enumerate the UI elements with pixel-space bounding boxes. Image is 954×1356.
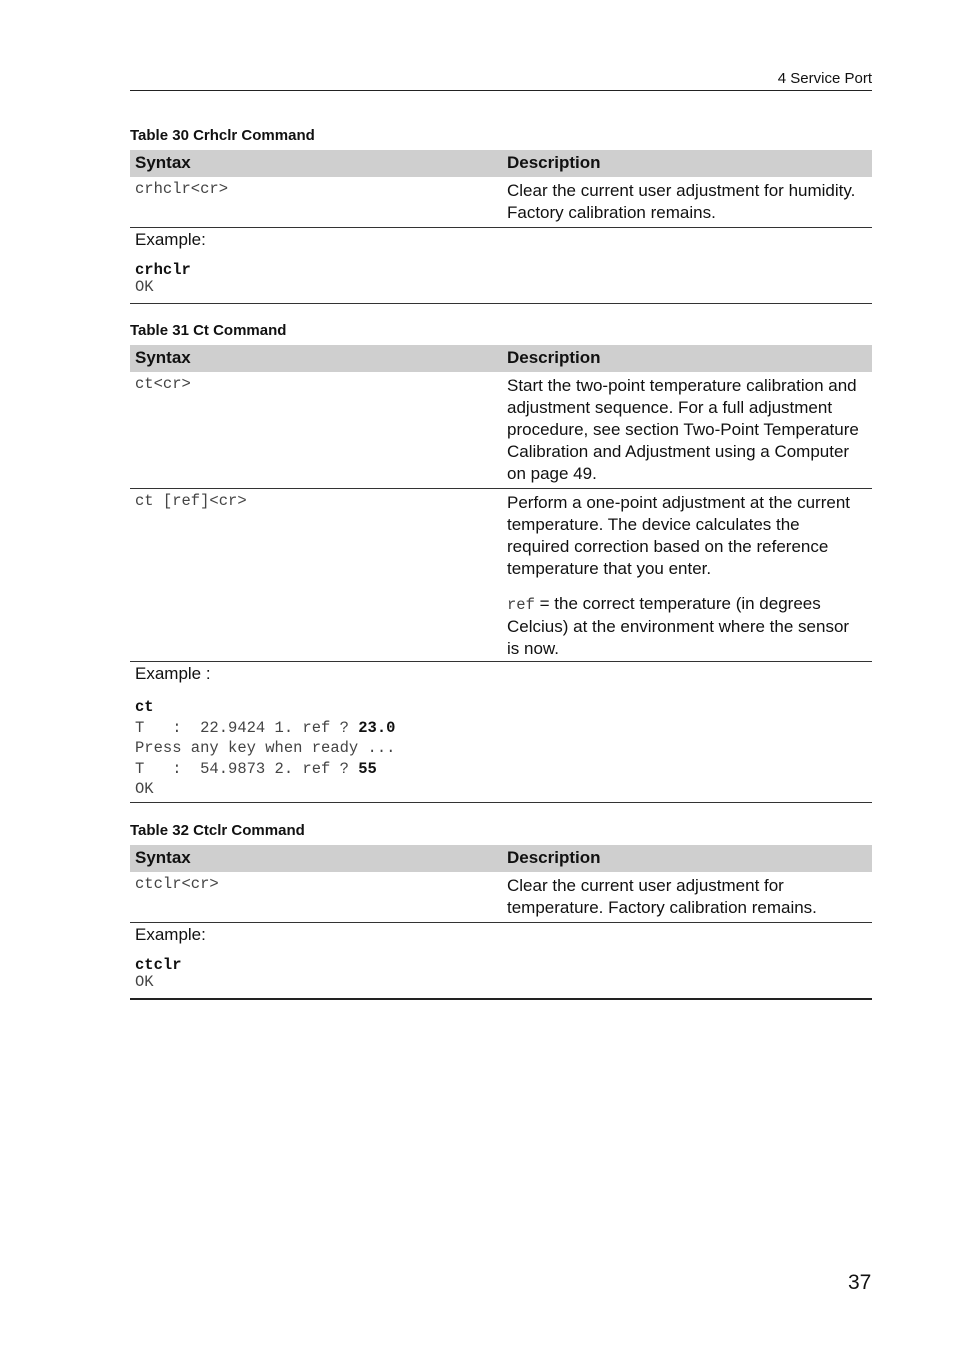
syntax-cell: crhclr<cr> (135, 180, 229, 198)
table-row (130, 872, 872, 923)
parameter-paragraph (507, 593, 862, 660)
table-30 (130, 150, 872, 304)
code-command: crhclr (135, 261, 191, 279)
table-header-row (130, 345, 872, 372)
page-header (130, 68, 872, 91)
code-command: ct (135, 698, 154, 716)
code-response: OK (135, 278, 154, 296)
table-row (130, 489, 872, 662)
table-header-row (130, 845, 872, 872)
section-title: 4 Service Port (777, 70, 872, 87)
code-input: 23.0 (358, 718, 396, 737)
example-row (130, 228, 872, 304)
example-label: Example: (135, 230, 206, 249)
code-response: OK (135, 780, 154, 798)
table-32 (130, 845, 872, 1000)
example-code (135, 262, 191, 296)
code-line: T : 22.9424 1. ref ? (135, 718, 359, 737)
description-header: Description (507, 848, 601, 867)
table-header-row (130, 150, 872, 177)
syntax-cell: ct [ref]<cr> (135, 492, 247, 510)
table-30-caption: Table 30 Crhclr Command (130, 127, 315, 144)
example-code (135, 957, 182, 991)
description-header: Description (507, 348, 601, 367)
syntax-header: Syntax (135, 153, 191, 172)
example-label: Example : (135, 664, 211, 683)
description-header: Description (507, 153, 601, 172)
example-row (130, 662, 872, 803)
code-line: Press any key when ready ... (135, 739, 396, 757)
parameter-text: = the correct temperature (in degrees Celcius) at the environment where the sensor is now. (507, 594, 850, 658)
syntax-cell: ctclr<cr> (135, 875, 219, 893)
table-31 (130, 345, 872, 803)
table-row (130, 177, 872, 228)
code-response: OK (135, 973, 154, 991)
syntax-cell: ct<cr> (135, 375, 191, 393)
description-cell: Clear the current user adjustment for humidity. Factory calibration remains. (507, 181, 856, 222)
example-code (135, 697, 395, 800)
parameter-name: ref (507, 596, 535, 614)
example-row (130, 923, 872, 1000)
description-cell: Start the two-point temperature calibration and adjustment sequence. For a full adjustment procedure, see section Two-Point Temperature Calibration and Adjustment using a Computer on page 49. (507, 376, 859, 483)
table-31-caption: Table 31 Ct Command (130, 322, 287, 339)
description-cell: Clear the current user adjustment for temperature. Factory calibration remains. (507, 876, 817, 917)
syntax-header: Syntax (135, 348, 191, 367)
code-command: ctclr (135, 956, 182, 974)
code-input: 55 (358, 759, 377, 778)
description-cell (507, 492, 862, 660)
syntax-header: Syntax (135, 848, 191, 867)
table-32-caption: Table 32 Ctclr Command (130, 822, 305, 839)
page-number: 37 (848, 1271, 872, 1294)
description-paragraph: Perform a one-point adjustment at the current temperature. The device calculates the required correction based on the reference temperature that you enter. (507, 493, 851, 578)
table-row (130, 372, 872, 489)
example-label: Example: (135, 925, 206, 944)
code-line: T : 54.9873 2. ref ? (135, 759, 359, 778)
